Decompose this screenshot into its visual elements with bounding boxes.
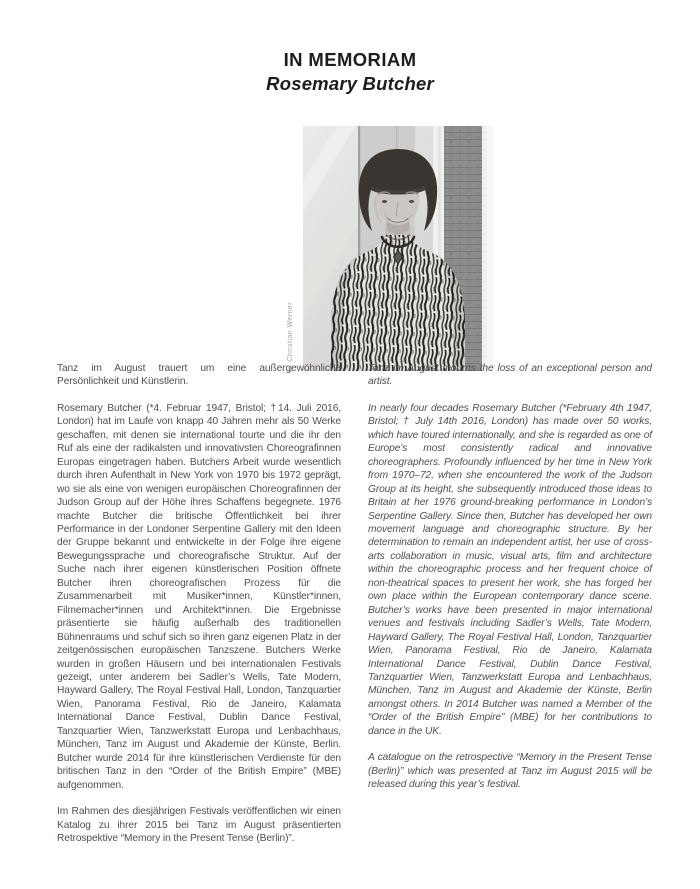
page-header — [0, 49, 700, 95]
german-paragraph-biography: Rosemary Butcher (*4. Februar 1947, Bristol; †14. Juli 2016, London) hat im Laufe von knapp 40 Jahren mehr als 50 Werke geschaffen, mit denen sie international tourte und die ihr den Ruf als eine der radikalsten und innovativsten Choreografinnen Europas eingetragen haben. Butchers Arbeit wurde wesentlich durch ihren Aufenthalt in New York von 1970 bis 1972 geprägt, wo sie als eine von wenigen europäischen Choreografinnen der Judson Group auf der Höhe ihres Schaffens begegnete. 1976 machte Butcher die britische Öffentlichkeit bei ihrer Performance in der Londoner Serpentine Gallery mit den Ideen der Gruppe bekannt und entwickelte in der Folge ihre eigene Bewegungssprache und choreografische Struktur. Auf der Suche nach ihrer eigenen künstlerischen Position öffnete Butcher ihren choreografischen Prozess für die Zusammenarbeit mit Musiker*innen, Künstler*innen, Filmemacher*innen und Architekt*innen. Die Ergebnisse präsentierte sie häufig außerhalb des traditionellen Bühnenraums und schuf sich so ihren ganz eigenen Platz in der zeitgenössischen europäischen Tanzszene. Butchers Werke wurden in großen Häusern und bei internationalen Festivals gezeigt, unter anderem bei Sadler’s Wells, Tate Modern, Hayward Gallery, The Royal Festival Hall, London, Tanzquartier Wien, Panorama Festival, Rio de Janeiro, Kalamata International Dance Festival, Dublin Dance Festival, Tanzquartier Wien, Tanzwerkstatt Europa und Lenbachhaus, München, Tanz im August und Akademie der Künste, Berlin. Butcher wurde 2014 für ihre künstlerischen Verdienste für den britischen Tanz in den “Order of the British Empire” (MBE) aufgenommen. — [57, 402, 341, 791]
german-paragraph-catalogue: Im Rahmen des diesjährigen Festivals veröffentlichen wir einen Katalog zu ihrer 2015 bei Tanz im August präsentierten Retrospektive “Memory in the Present Tense (Berlin)”. — [57, 806, 341, 844]
english-paragraph-biography: In nearly four decades Rosemary Butcher (*February 4th 1947, Bristol; † July 14th 2016, London) has made over 50 works, which have toured internationally, and she is regarded as one of Europe’s most consistently radical and innovative choreographers. Profoundly influenced by her time in New York from 1970–72, when she encountered the work of the Judson Group at its height, she subsequently introduced those ideas to Britain at her 1976 ground-breaking performance in London’s Serpentine Gallery. Since then, Butcher has developed her own movement language and choreographic structure. By her determination to remain an independent artist, her use of cross-arts collaboration in music, visual arts, film and architecture within the choreographic process and her frequent choice of non-theatrical spaces to present her work, she has forged her own place within the European contemporary dance scene. Butcher’s works have been presented in major international venues and festivals including Sadler’s Wells, Tate Modern, Hayward Gallery, The Royal Festival Hall, London, Tanzquartier Wien, Panorama Festival, Rio de Janeiro, Kalamata International Dance Festival, Dublin Dance Festival, Tanzquartier Wien, Tanzwerkstatt Europa and Lenbachhaus, München, Tanz im August and Akademie der Künste, Berlin amongst others. In 2014 Butcher was named a Member of the “Order of the British Empire” (MBE) for her contributions to dance in the UK. — [368, 402, 652, 737]
artist-name: Rosemary Butcher — [266, 73, 434, 94]
photo-credit: © Christian Werner — [287, 301, 294, 371]
english-paragraph-intro: Tanz im August mourns the loss of an exceptional person and artist. — [368, 363, 652, 388]
german-paragraph-intro: Tanz im August trauert um eine außergewöhnliche Persönlichkeit und Künstlerin. — [57, 363, 341, 388]
memorial-label: IN MEMORIAM — [283, 49, 417, 70]
english-column — [368, 362, 652, 858]
portrait-photo — [303, 126, 493, 371]
german-column — [57, 362, 341, 858]
body-columns — [57, 362, 653, 858]
english-paragraph-catalogue: A catalogue on the retrospective “Memory in the Present Tense (Berlin)” which was presented at Tanz im August 2015 will be released during this year’s festival. — [368, 752, 652, 791]
portrait-figure — [285, 126, 495, 371]
